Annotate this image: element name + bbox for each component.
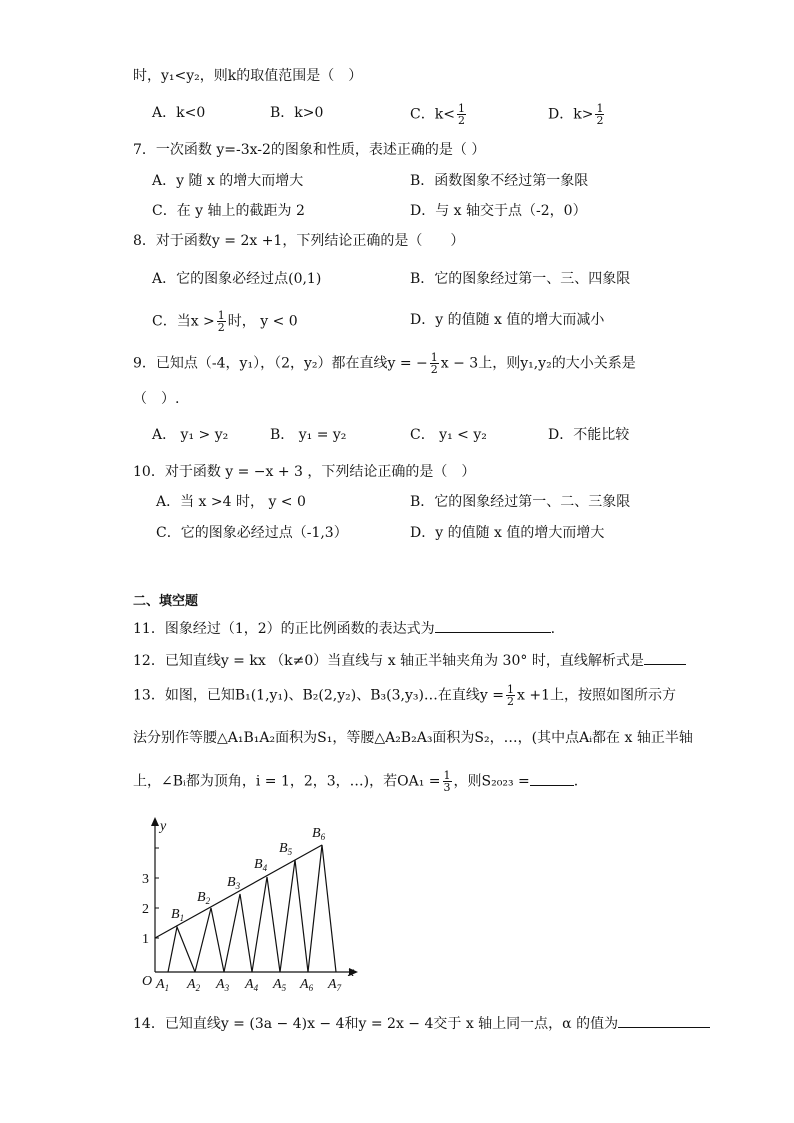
q13-frac2-den: 3 [443,781,451,794]
q8-c-fraction [217,310,226,333]
q6-d-frac-num: 1 [596,102,604,115]
q9-option-d: D．不能比较 [548,427,630,443]
q14 [133,1013,710,1034]
label-a4 [244,977,259,993]
label-a6-main: A [300,977,309,992]
label-a6 [299,977,314,993]
q9-stem-c: （ ）. [133,391,180,407]
q13-fraction-2 [443,770,452,793]
q13-line3-a: 上，∠Bᵢ都为顶角，i = 1，2，3，…)，若OA₁ = [133,773,441,790]
label-a3-sub: 3 [224,983,230,993]
q9-stem-b: x − 3上，则y₁,y₂的大小关系是 [440,355,636,372]
q10-option-b: B．它的图象经过第一、二、三象限 [410,494,631,510]
q8-option-a: A．它的图象必经过点(0,1) [152,271,322,287]
label-b5 [279,841,293,857]
q9-frac-den: 2 [430,363,438,376]
label-b2-sub: 2 [205,896,211,906]
label-b3-sub: 3 [235,881,241,891]
x-axis-label: x [348,965,355,980]
q8-option-b: B．它的图象经过第一、三、四象限 [410,271,631,287]
q13-frac2-num: 1 [443,769,451,782]
q7-option-b: B．函数图象不经过第一象限 [410,173,589,189]
q6-option-d-text: D．k> [548,106,594,123]
label-b6-main: B [312,826,321,841]
q7-option-d: D．与 x 轴交于点（-2，0） [410,203,587,219]
q13-line1-a: 13．如图，已知B₁(1,y₁)、B₂(2,y₂)、B₃(3,y₃)…在直线y = [133,687,505,704]
label-b4 [254,857,268,873]
label-a5-main: A [273,977,282,992]
q13-frac-num: 1 [507,683,515,696]
label-a5-sub: 5 [281,983,287,993]
q7-stem: 7．一次函数 y=-3x-2的图象和性质，表述正确的是（ ） [133,142,486,158]
q6-c-frac-den: 2 [457,114,465,127]
section-title: 二、填空题 [133,594,199,609]
label-a7-sub: 7 [336,983,342,993]
y-tick-label-1: 1 [142,932,149,947]
label-b4-sub: 4 [262,863,268,873]
label-b5-sub: 5 [287,847,293,857]
y-tick-label-2: 2 [142,902,149,917]
q11-end: . [550,621,556,637]
q7-option-a: A．y 随 x 的增大而增大 [152,173,304,189]
q11-answer-blank[interactable] [435,618,551,633]
label-a6-sub: 6 [308,983,314,993]
label-b2-main: B [197,890,206,905]
q12-answer-blank[interactable] [644,650,686,665]
q10-option-c: C．它的图象必经过点（-1,3） [156,525,348,541]
q6-option-c-text: C．k< [410,106,455,123]
triangle-figure [140,812,370,994]
label-b3-main: B [227,875,236,890]
q13-line1-b: x +1上，按照如图所示方 [517,687,676,704]
q12-text: 12．已知直线y = kx （k≠0）当直线与 x 轴正半轴夹角为 30° 时，直线解析式是 [133,653,644,669]
q8-c-frac-den: 2 [217,321,225,334]
q10-option-a: A．当 x >4 时， y < 0 [156,494,306,510]
q10-option-d: D．y 的值随 x 值的增大而增大 [410,525,605,541]
q12 [133,650,686,671]
label-a2-main: A [187,977,196,992]
q13-line2: 法分别作等腰△A₁B₁A₂面积为S₁，等腰△A₂B₂A₃面积为S₂，…，(其中点Aᵢ都在 x 轴正半轴 [133,730,693,746]
label-b2 [197,890,211,906]
q13-line1 [133,684,676,707]
q9-option-c: C． y₁ < y₂ [410,427,487,443]
label-a4-main: A [245,977,254,992]
q8-c-frac-num: 1 [217,309,225,322]
q8-option-d: D．y 的值随 x 值的增大而减小 [410,312,605,328]
q8-option-c [152,310,298,333]
label-a7-main: A [328,977,337,992]
q6-stem: 时，y₁<y₂，则k的取值范围是（ ） [133,68,363,84]
q13-line3-end: . [573,773,579,790]
line-graph [155,845,322,938]
q13-frac-den: 2 [507,695,515,708]
q9-stem [133,352,636,375]
label-a7 [327,977,342,993]
q6-d-fraction [595,103,604,126]
q7-option-c: C．在 y 轴上的截距为 2 [152,203,305,219]
q9-option-b: B． y₁ = y₂ [270,427,347,443]
triangle-4 [252,877,280,972]
q13-answer-blank[interactable] [530,771,574,786]
label-a5 [272,977,287,993]
triangle-2 [195,908,224,972]
q13-line3-b: ，则S₂₀₂₃ = [453,773,530,790]
label-b6-sub: 6 [320,832,326,842]
label-a1-main: A [156,977,165,992]
label-b3 [227,875,241,891]
q14-answer-blank[interactable] [618,1013,710,1028]
y-axis-label: y [160,819,167,834]
q13-line3 [133,770,578,793]
origin-label: O [142,974,153,989]
q11 [133,618,555,639]
q6-option-a: A．k<0 [152,105,206,121]
label-b5-main: B [279,841,288,856]
y-axis-arrow-icon [151,817,159,826]
label-b1-sub: 1 [179,913,185,923]
triangle-5 [280,860,308,972]
q6-option-c [410,103,468,126]
label-b6 [312,826,326,842]
label-b1-main: B [171,907,180,922]
q14-text: 14．已知直线y = (3a − 4)x − 4和y = 2x − 4交于 x 轴上同一点，α 的值为 [133,1016,619,1032]
q6-c-frac-num: 1 [457,102,465,115]
label-a3-main: A [216,977,225,992]
label-a1 [155,977,169,993]
q9-fraction [430,352,439,375]
q11-text: 11．图象经过（1，2）的正比例函数的表达式为 [133,621,435,637]
q6-option-d [548,103,606,126]
q9-stem-a: 9．已知点（-4，y₁），（2，y₂）都在直线y = − [133,355,428,372]
q9-option-a: A． y₁ > y₂ [152,427,229,443]
y-tick-label-3: 3 [142,872,149,887]
q6-c-fraction [457,103,466,126]
triangle-1 [168,927,195,972]
triangle-6 [308,845,336,972]
label-b4-main: B [254,857,263,872]
triangle-3 [224,894,252,972]
q13-fraction [506,684,515,707]
label-a2-sub: 2 [195,983,201,993]
q9-frac-num: 1 [430,351,438,364]
label-a4-sub: 4 [253,983,259,993]
label-b1 [171,907,184,923]
q8-option-c-tail: 时， y < 0 [227,313,298,330]
label-a3 [215,977,230,993]
q6-d-frac-den: 2 [596,114,604,127]
label-a2 [186,977,201,993]
q6-option-b: B．k>0 [270,105,324,121]
q8-stem: 8．对于函数y = 2x +1，下列结论正确的是（ ） [133,233,465,249]
label-a1-sub: 1 [164,983,170,993]
q10-stem: 10．对于函数 y = −x + 3 ，下列结论正确的是（ ） [133,464,476,480]
q8-option-c-text: C．当x > [152,313,215,330]
